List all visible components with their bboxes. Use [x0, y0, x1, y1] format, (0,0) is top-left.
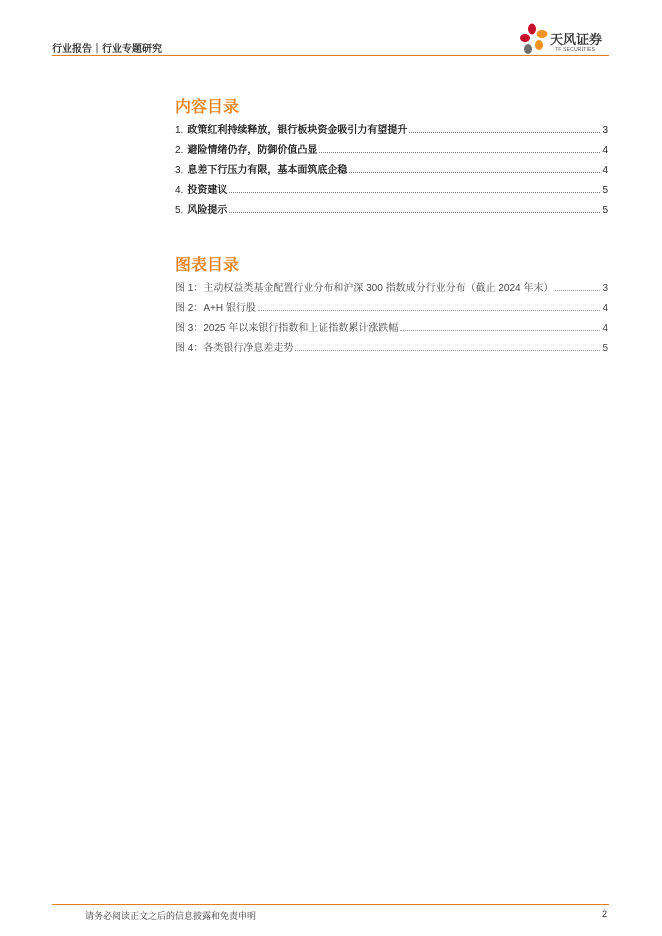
dot-leader — [258, 310, 601, 311]
company-logo — [518, 22, 613, 56]
figure-entry[interactable] — [175, 274, 608, 294]
toc-entry[interactable] — [175, 156, 608, 176]
toc-entry[interactable] — [175, 136, 608, 156]
figure-entry-page: 5 — [602, 343, 608, 354]
toc-entry-title: 息差下行压力有限，基本面筑底企稳 — [187, 165, 348, 176]
toc-entry-number: 3. — [175, 165, 184, 176]
dot-leader — [409, 132, 600, 133]
toc-title: 内容目录 — [175, 99, 240, 116]
figure-entry-page: 4 — [602, 323, 608, 334]
toc-entry-number: 4. — [175, 185, 184, 196]
figure-entry-title: 图 2：A+H 银行股 — [175, 303, 256, 314]
dot-leader — [349, 172, 600, 173]
figure-entry[interactable] — [175, 314, 608, 334]
logo-flower-icon — [518, 22, 550, 56]
toc-entry-page: 5 — [602, 185, 608, 196]
dot-leader — [319, 152, 600, 153]
footer-divider — [52, 904, 609, 905]
figure-entry[interactable] — [175, 334, 608, 354]
toc-entry[interactable] — [175, 196, 608, 216]
toc-entry-page: 4 — [602, 165, 608, 176]
header-divider — [52, 55, 609, 56]
figure-entry-page: 4 — [602, 303, 608, 314]
toc-entry-page: 4 — [602, 145, 608, 156]
figure-entry-page: 3 — [602, 283, 608, 294]
footer-disclaimer: 请务必阅读正文之后的信息披露和免责申明 — [85, 911, 257, 921]
toc-entry[interactable] — [175, 176, 608, 196]
figure-list-title: 图表目录 — [175, 257, 240, 274]
page-number: 2 — [601, 909, 607, 919]
dot-leader — [229, 212, 600, 213]
figure-list — [175, 274, 608, 354]
logo-subtitle: TF SECURITIES — [555, 47, 596, 53]
figure-entry[interactable] — [175, 294, 608, 314]
toc-list — [175, 116, 608, 216]
toc-entry-title: 风险提示 — [187, 205, 228, 216]
toc-entry-number: 5. — [175, 205, 184, 216]
figure-entry-title: 图 4：各类银行净息差走势 — [175, 343, 294, 354]
toc-entry-number: 1. — [175, 125, 184, 136]
toc-entry-page: 3 — [602, 125, 608, 136]
dot-leader — [229, 192, 600, 193]
toc-entry[interactable] — [175, 116, 608, 136]
toc-entry-page: 5 — [602, 205, 608, 216]
header-label: 行业报告｜行业专题研究 — [52, 44, 162, 55]
dot-leader — [295, 350, 600, 351]
figure-entry-title: 图 3：2025 年以来银行指数和上证指数累计涨跌幅 — [175, 323, 399, 334]
toc-entry-title: 政策红利持续释放，银行板块资金吸引力有望提升 — [187, 125, 408, 136]
toc-entry-number: 2. — [175, 145, 184, 156]
logo-name: 天风证券 — [550, 32, 603, 47]
figure-entry-title: 图 1：主动权益类基金配置行业分布和沪深 300 指数成分行业分布（截止 2024 年末） — [175, 283, 554, 294]
toc-entry-title: 避险情绪仍存，防御价值凸显 — [187, 145, 318, 156]
dot-leader — [400, 330, 600, 331]
toc-entry-title: 投资建议 — [187, 185, 228, 196]
dot-leader — [555, 290, 600, 291]
